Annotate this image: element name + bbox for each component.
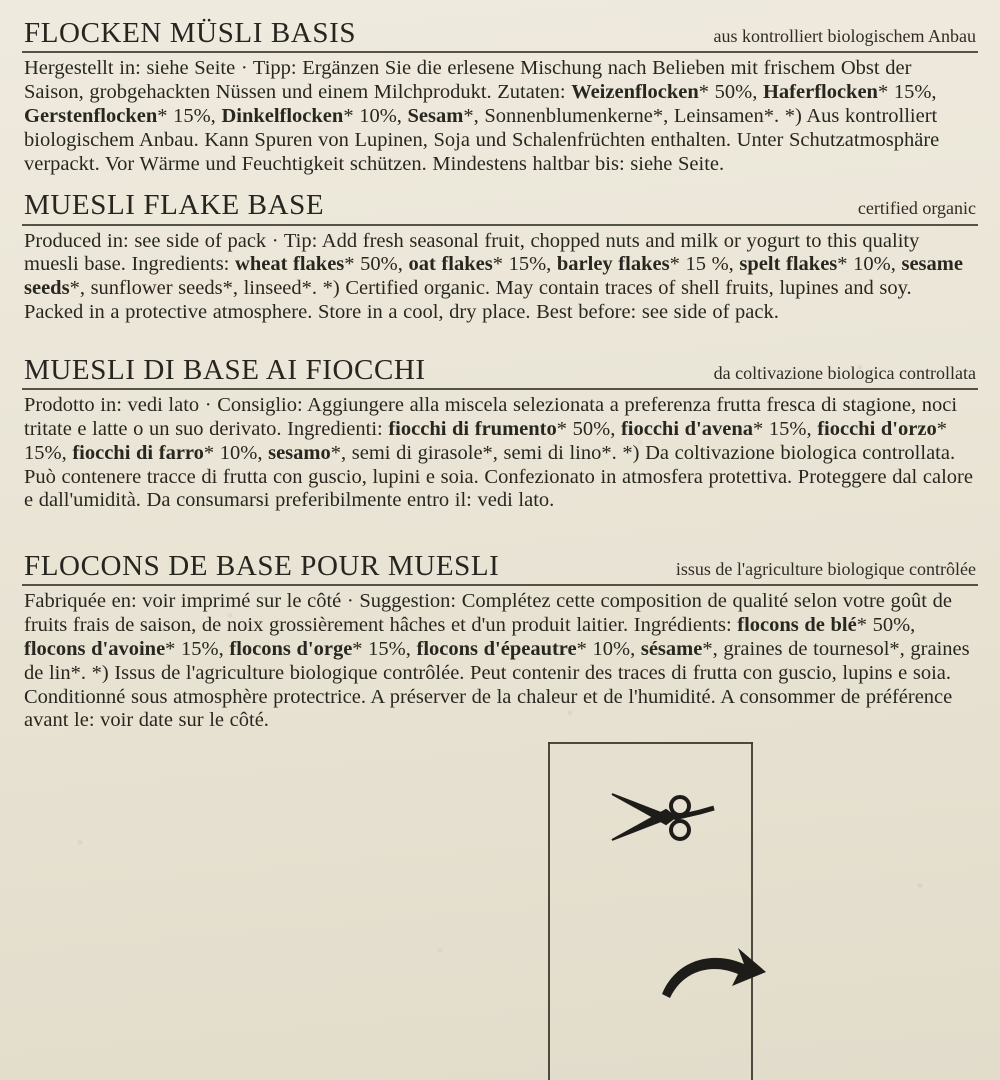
organic-claim-de: aus kontrolliert biologischem Anbau — [713, 26, 976, 46]
block-title-en: MUESLI FLAKE BASE — [24, 189, 325, 222]
ingredient-text-de: Hergestellt in: siehe Seite · Tipp: Ergänzen Sie die erlesene Mischung nach Belieben mit frischem Obst der Saison, grobgehackten Nüssen und einem Milchprodukt. Zutaten: Weizenflocken* 50%, Haferflocken* 15%, Gerstenflocken* 15%, Dinkelflocken* 10%, Sesam*, Sonnenblumenkerne*, Leinsamen*. *) Aus kontrolliert biologischem Anbau. Kann Spuren von Lupinen, Soja und Schalenfrüchten enthalten. Unter Schutzatmosphäre verpackt. Vor Wärme und Feuchtigkeit schützen. Mindestens haltbar bis: siehe Seite. — [24, 57, 940, 175]
spacer-en-it — [22, 329, 978, 355]
divider-en — [22, 224, 978, 226]
spacer-it-fr — [22, 517, 978, 551]
language-block-fr — [22, 551, 978, 733]
cut-guide-right-line — [751, 742, 753, 1080]
scissors-icon — [608, 782, 728, 852]
block-header-fr — [22, 551, 978, 583]
block-header-en — [22, 190, 978, 222]
language-block-en — [22, 190, 978, 325]
ingredient-text-it: Prodotto in: vedi lato · Consiglio: Aggiungere alla miscela selezionata a preferenza frutta fresca di stagione, noci tritate e latte o un suo derivato. Ingredienti: fiocchi di frumento* 50%, fiocchi d'avena* 15%, fiocchi d'orzo* 15%, fiocchi di farro* 10%, sesamo*, semi di girasole*, semi di lino*. *) Da coltivazione biologica controllata. Può contenere tracce di frutta con guscio, lupini e soia. Confezionato in atmosfera protettiva. Proteggere dal calore e dall'umidità. Da consumarsi preferibilmente entro il: vedi lato. — [24, 394, 973, 512]
language-block-de — [22, 18, 978, 176]
cut-guide-left-line — [548, 742, 550, 1080]
ingredient-text-fr: Fabriquée en: voir imprimé sur le côté · Suggestion: Complétez cette composition de qualité selon votre goût de fruits frais de saison, de noix grossièrement hâches et d'un produit laitier. Ingrédients: flocons de blé* 50%, flocons d'avoine* 15%, flocons d'orge* 15%, flocons d'épeautre* 10%, sésame*, graines de tournesol*, graines de lin*. *) Issus de l'agriculture biologique contrôlée. Peut contenir des traces di frutta con guscio, lupins e soia. Conditionné sous atmosphère protectrice. A préserver de la chaleur et de l'humidité. A consommer de préférence avant le: voir date sur le côté. — [24, 590, 970, 732]
block-title-fr: FLOCONS DE BASE POUR MUESLI — [24, 550, 500, 583]
cut-guide-top-line — [548, 742, 753, 744]
block-title-it: MUESLI DI BASE AI FIOCCHI — [24, 353, 426, 386]
organic-claim-en: certified organic — [857, 198, 976, 219]
language-block-it — [22, 355, 978, 513]
organic-claim-fr: issus de l'agriculture biologique contrôlée — [675, 559, 976, 580]
divider-it — [22, 388, 978, 390]
divider-fr — [22, 584, 978, 586]
cut-guide-overlay — [548, 742, 753, 1080]
ingredient-text-en: Produced in: see side of pack · Tip: Add fresh seasonal fruit, chopped nuts and milk or yogurt to this quality muesli base. Ingredients: wheat flakes* 50%, oat flakes* 15%, barley flakes* 15 %, spelt flakes* 10%, sesame seeds*, sunflower seeds*, linseed*. *) Certified organic. May contain traces of shell fruits, lupines and soy. Packed in a protective atmosphere. Store in a cool, dry place. Best before: see side of pack. — [24, 229, 963, 323]
block-header-de — [22, 18, 978, 50]
block-header-it — [22, 355, 978, 387]
organic-claim-it: da coltivazione biologica controllata — [713, 362, 976, 383]
divider-de — [22, 51, 978, 53]
arrow-icon — [658, 942, 768, 1012]
block-title-de: FLOCKEN MÜSLI BASIS — [24, 17, 357, 49]
